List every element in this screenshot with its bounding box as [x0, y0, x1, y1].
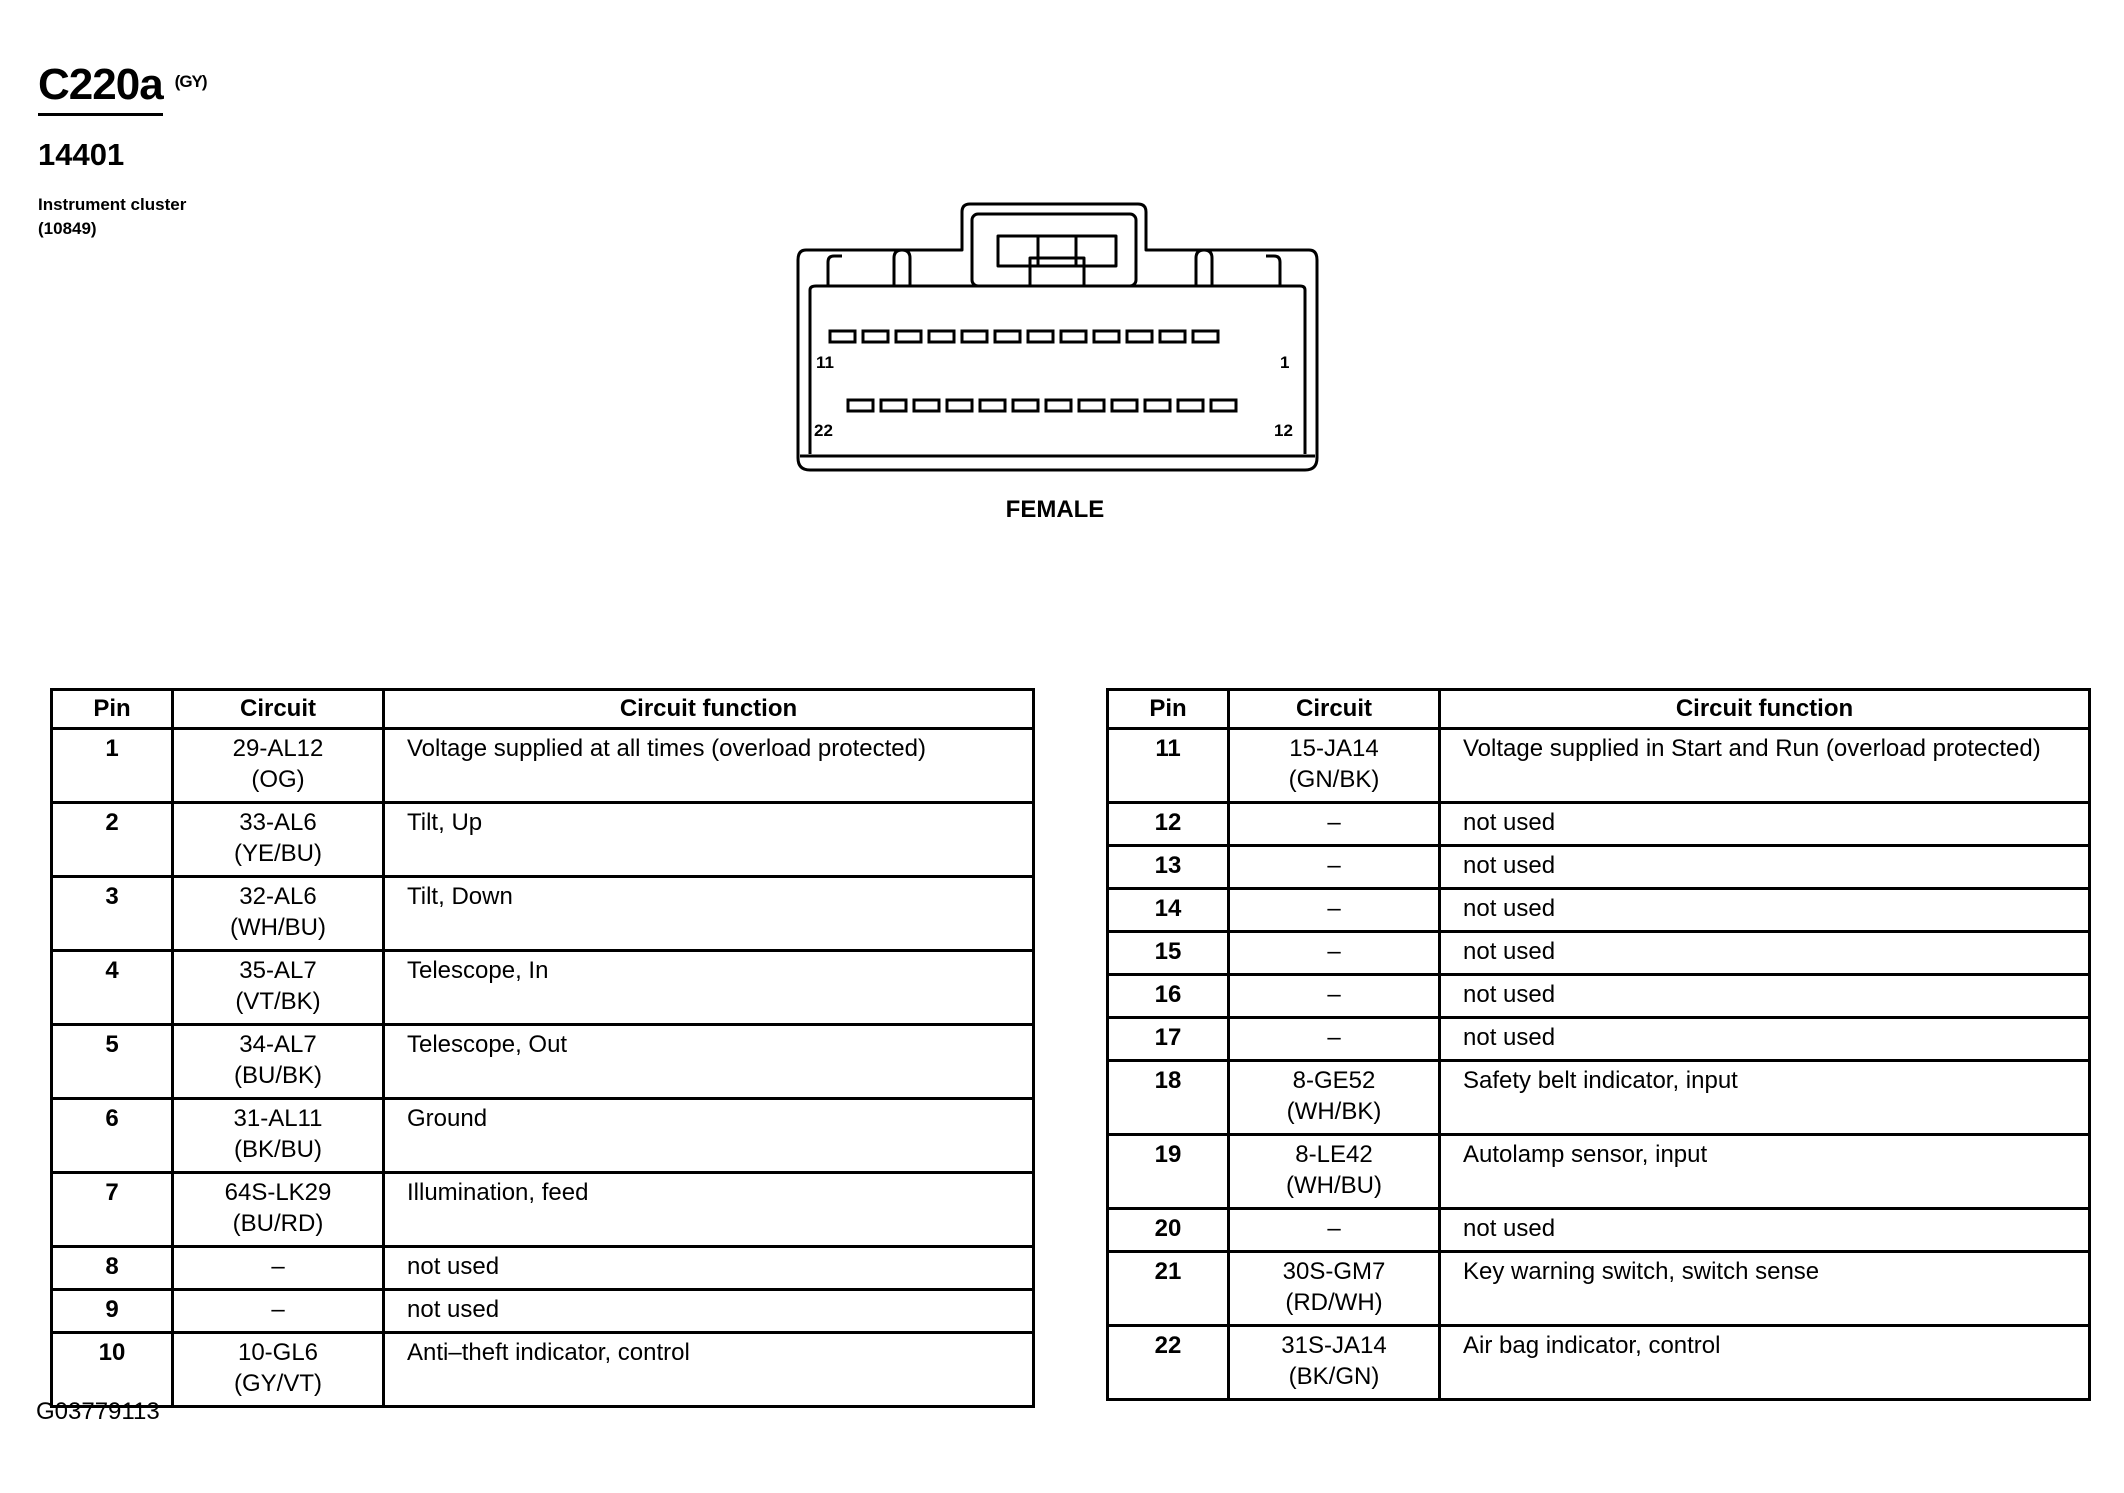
circuit-function: not used — [384, 1247, 1034, 1290]
circuit-function: Ground — [384, 1099, 1034, 1173]
pinout-table-right — [1106, 688, 2091, 1401]
circuit-cell — [173, 803, 384, 877]
table-row — [1108, 932, 2090, 975]
column-header-function: Circuit function — [384, 690, 1034, 729]
circuit-id: 30S-GM7 — [1282, 1258, 1386, 1285]
cavity — [1193, 331, 1218, 342]
circuit-function: not used — [1440, 803, 2090, 846]
table-row — [1108, 1061, 2090, 1135]
cavity — [1160, 331, 1185, 342]
cavity — [962, 331, 987, 342]
table-row — [52, 1025, 1034, 1099]
circuit-cell — [1229, 1135, 1440, 1209]
pin-number: 20 — [1108, 1209, 1229, 1252]
circuit-cell — [173, 1290, 384, 1333]
table-row — [52, 951, 1034, 1025]
circuit-function: Air bag indicator, control — [1440, 1326, 2090, 1400]
wire-color: (OG) — [251, 766, 305, 793]
cavity — [830, 331, 855, 342]
column-header-circuit: Circuit — [173, 690, 384, 729]
cavity — [896, 331, 921, 342]
pin-number: 19 — [1108, 1135, 1229, 1209]
column-header-function: Circuit function — [1440, 690, 2090, 729]
circuit-id: 31S-JA14 — [1281, 1332, 1387, 1359]
cavity — [1112, 400, 1137, 411]
pin-number: 5 — [52, 1025, 173, 1099]
circuit-function: not used — [1440, 932, 2090, 975]
cavity — [1094, 331, 1119, 342]
cavity — [980, 400, 1005, 411]
pin-label-bottom-left: 22 — [814, 421, 833, 440]
pin-label-top-right: 1 — [1280, 353, 1290, 372]
cavity — [1079, 400, 1104, 411]
wire-color: (BK/BU) — [233, 1136, 322, 1163]
circuit-function: not used — [1440, 1209, 2090, 1252]
circuit-cell — [1229, 1326, 1440, 1400]
circuit-id: – — [1327, 809, 1341, 836]
wire-color: (BK/GN) — [1288, 1363, 1380, 1390]
component-name: Instrument cluster — [38, 195, 187, 214]
cavity — [863, 331, 888, 342]
pin-number: 21 — [1108, 1252, 1229, 1326]
table-row — [52, 1333, 1034, 1407]
table-row — [1108, 846, 2090, 889]
circuit-cell — [173, 1025, 384, 1099]
circuit-cell — [173, 729, 384, 803]
connector-header — [38, 60, 207, 110]
circuit-id: 8-GE52 — [1292, 1067, 1376, 1094]
pin-number: 7 — [52, 1173, 173, 1247]
pin-number: 17 — [1108, 1018, 1229, 1061]
circuit-id: – — [1327, 1024, 1341, 1051]
connector-gender: FEMALE — [1005, 496, 1105, 523]
circuit-function: Safety belt indicator, input — [1440, 1061, 2090, 1135]
table-header-row — [52, 690, 1034, 729]
pinout-rows-right — [1108, 729, 2090, 1400]
cavity — [1127, 331, 1152, 342]
pin-number: 4 — [52, 951, 173, 1025]
cavity — [1211, 400, 1236, 411]
table-row — [52, 1247, 1034, 1290]
circuit-cell — [1229, 975, 1440, 1018]
circuit-id: – — [1327, 938, 1341, 965]
column-header-pin: Pin — [52, 690, 173, 729]
pin-number: 22 — [1108, 1326, 1229, 1400]
cavity — [1028, 331, 1053, 342]
wire-color: (RD/WH) — [1285, 1289, 1383, 1316]
circuit-id: 31-AL11 — [233, 1105, 323, 1132]
circuit-cell — [173, 1173, 384, 1247]
circuit-id: 34-AL7 — [239, 1031, 317, 1058]
circuit-function: Voltage supplied in Start and Run (overload protected) — [1440, 729, 2090, 803]
component-ref: (10849) — [38, 219, 97, 238]
pin-number: 12 — [1108, 803, 1229, 846]
circuit-function: Illumination, feed — [384, 1173, 1034, 1247]
cavity — [1178, 400, 1203, 411]
table-row — [52, 877, 1034, 951]
pin-label-bottom-right: 12 — [1274, 421, 1293, 440]
cavity — [929, 331, 954, 342]
circuit-id: – — [271, 1253, 285, 1280]
table-row — [1108, 729, 2090, 803]
pin-number: 1 — [52, 729, 173, 803]
circuit-id: 35-AL7 — [239, 957, 317, 984]
circuit-function: not used — [1440, 1018, 2090, 1061]
wire-color: (BU/BK) — [233, 1062, 322, 1089]
circuit-cell — [1229, 1061, 1440, 1135]
pin-number: 11 — [1108, 729, 1229, 803]
connector-housing — [798, 204, 1317, 470]
table-row — [1108, 1252, 2090, 1326]
pin-number: 13 — [1108, 846, 1229, 889]
wire-color: (GY/VT) — [234, 1370, 322, 1397]
column-header-circuit: Circuit — [1229, 690, 1440, 729]
left-lock-tab — [894, 250, 910, 286]
connector-color: (GY) — [174, 72, 207, 91]
table-row — [1108, 1018, 2090, 1061]
table-row — [1108, 975, 2090, 1018]
pinout-table-left — [50, 688, 1035, 1408]
circuit-function: not used — [384, 1290, 1034, 1333]
circuit-function: Telescope, Out — [384, 1025, 1034, 1099]
connector-face-diagram — [790, 200, 1330, 480]
cavity — [995, 331, 1020, 342]
circuit-cell — [1229, 1018, 1440, 1061]
circuit-cell — [173, 1247, 384, 1290]
connector-id: C220a — [38, 60, 163, 116]
pin-number: 6 — [52, 1099, 173, 1173]
wire-color: (GN/BK) — [1288, 766, 1380, 793]
circuit-cell — [173, 1333, 384, 1407]
pin-number: 8 — [52, 1247, 173, 1290]
circuit-id: 8-LE42 — [1295, 1141, 1373, 1168]
circuit-cell — [1229, 803, 1440, 846]
pin-number: 2 — [52, 803, 173, 877]
circuit-id: 15-JA14 — [1289, 735, 1379, 762]
table-row — [1108, 1209, 2090, 1252]
cavity — [848, 400, 873, 411]
cavity — [914, 400, 939, 411]
circuit-function: not used — [1440, 889, 2090, 932]
table-row — [52, 1173, 1034, 1247]
connector-face — [810, 286, 1305, 454]
terminal-cavities — [830, 331, 1236, 411]
circuit-id: 33-AL6 — [239, 809, 317, 836]
table-row — [52, 1099, 1034, 1173]
cavity — [1061, 331, 1086, 342]
circuit-id: 64S-LK29 — [224, 1179, 332, 1206]
cavity — [1013, 400, 1038, 411]
wire-color: (WH/BU) — [1286, 1172, 1382, 1199]
circuit-cell — [1229, 932, 1440, 975]
cavity — [1145, 400, 1170, 411]
circuit-function: Telescope, In — [384, 951, 1034, 1025]
pin-label-top-left: 11 — [816, 353, 834, 372]
pin-number: 9 — [52, 1290, 173, 1333]
circuit-function: Tilt, Down — [384, 877, 1034, 951]
circuit-id: – — [1327, 895, 1341, 922]
pin-number: 16 — [1108, 975, 1229, 1018]
wire-color: (VT/BK) — [235, 988, 321, 1015]
cavity — [881, 400, 906, 411]
circuit-id: – — [1327, 1215, 1341, 1242]
pin-number: 18 — [1108, 1061, 1229, 1135]
table-row — [1108, 1326, 2090, 1400]
pin-number: 14 — [1108, 889, 1229, 932]
circuit-function: Voltage supplied at all times (overload protected) — [384, 729, 1034, 803]
circuit-function: Anti–theft indicator, control — [384, 1333, 1034, 1407]
table-row — [52, 729, 1034, 803]
component-description — [38, 193, 186, 241]
circuit-id: – — [1327, 981, 1341, 1008]
pinout-rows-left — [52, 729, 1034, 1407]
circuit-id: – — [1327, 852, 1341, 879]
pin-number: 3 — [52, 877, 173, 951]
circuit-id: 29-AL12 — [232, 735, 324, 762]
right-lock-tab — [1196, 250, 1212, 286]
circuit-function: Key warning switch, switch sense — [1440, 1252, 2090, 1326]
circuit-cell — [173, 1099, 384, 1173]
circuit-function: not used — [1440, 975, 2090, 1018]
cavity — [947, 400, 972, 411]
circuit-cell — [1229, 846, 1440, 889]
table-row — [52, 1290, 1034, 1333]
circuit-cell — [173, 951, 384, 1025]
pin-number: 10 — [52, 1333, 173, 1407]
circuit-id: 32-AL6 — [239, 883, 317, 910]
circuit-function: not used — [1440, 846, 2090, 889]
table-row — [1108, 803, 2090, 846]
table-header-row — [1108, 690, 2090, 729]
wire-color: (WH/BU) — [230, 914, 326, 941]
circuit-cell — [1229, 889, 1440, 932]
circuit-function: Autolamp sensor, input — [1440, 1135, 2090, 1209]
table-row — [1108, 1135, 2090, 1209]
circuit-function: Tilt, Up — [384, 803, 1034, 877]
circuit-cell — [1229, 1209, 1440, 1252]
pin-number: 15 — [1108, 932, 1229, 975]
table-row — [52, 803, 1034, 877]
part-number: 14401 — [38, 137, 125, 172]
circuit-cell — [1229, 1252, 1440, 1326]
wire-color: (BU/RD) — [232, 1210, 324, 1237]
circuit-id: 10-GL6 — [237, 1339, 319, 1366]
wire-color: (WH/BK) — [1286, 1098, 1382, 1125]
column-header-pin: Pin — [1108, 690, 1229, 729]
figure-code: G03779113 — [36, 1398, 160, 1425]
circuit-id: – — [271, 1296, 285, 1323]
table-row — [1108, 889, 2090, 932]
circuit-cell — [1229, 729, 1440, 803]
circuit-cell — [173, 877, 384, 951]
cavity — [1046, 400, 1071, 411]
wire-color: (YE/BU) — [233, 840, 322, 867]
